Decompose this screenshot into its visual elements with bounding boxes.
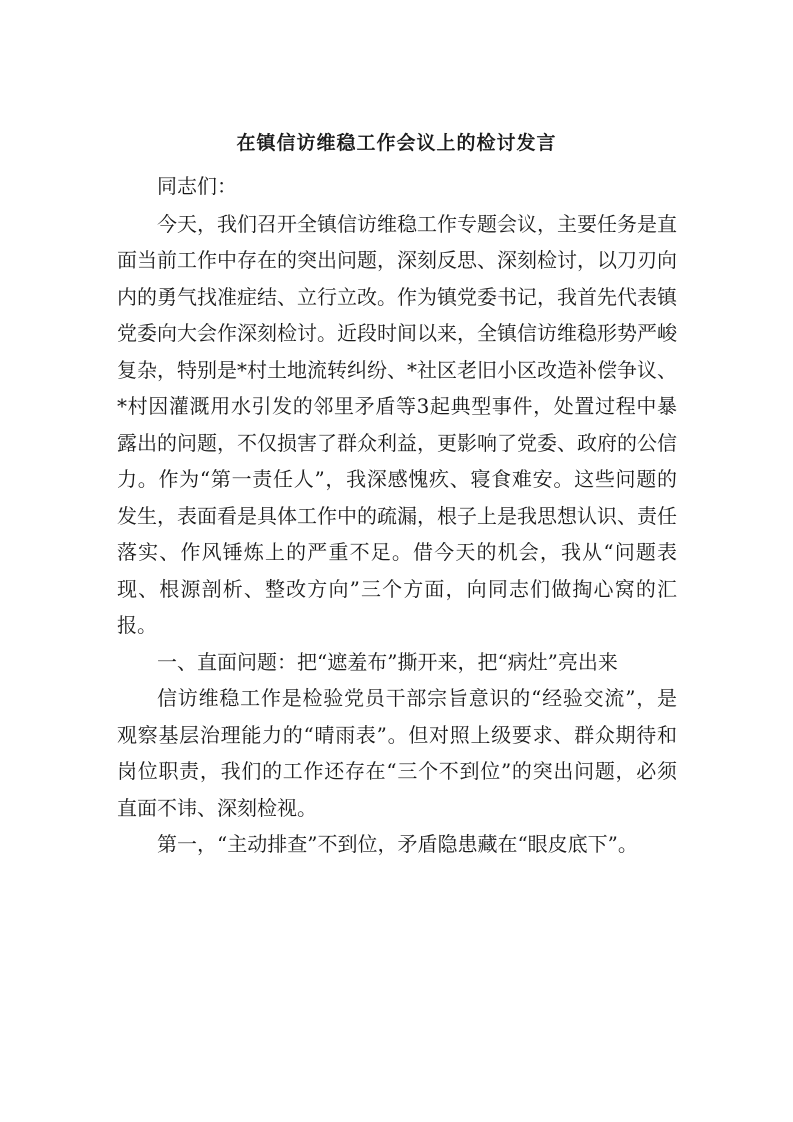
section-heading-1: 一、直面问题：把“遮羞布”撕开来，把“病灶”亮出来 (157, 649, 618, 674)
document-body (117, 168, 677, 863)
greeting: 同志们： (157, 174, 237, 198)
paragraph-point-1: 第一，“主动排查”不到位，矛盾隐患藏在“眼皮底下”。 (157, 832, 638, 856)
document-title: 在镇信访维稳工作会议上的检讨发言 (236, 132, 557, 154)
paragraph-section-1: 信访维稳工作是检验党员干部宗旨意识的“经验交流”，是观察基层治理能力的“晴雨表”。但对照上级要求、群众期待和岗位职责，我们的工作还存在“三个不到位”的突出问题，必须直面不讳、深刻检视。 (117, 686, 677, 820)
paragraph-intro: 今天，我们召开全镇信访维稳工作专题会议，主要任务是直面当前工作中存在的突出问题，深刻反思、深刻检讨，以刀刃向内的勇气找准症结、立行立改。作为镇党委书记，我首先代表镇党委向大会作深刻检讨。近段时间以来，全镇信访维稳形势严峻复杂，特别是*村土地流转纠纷、*社区老旧小区改造补偿争议、*村因灌溉用水引发的邻里矛盾等3起典型事件，处置过程中暴露出的问题，不仅损害了群众利益，更影响了党委、政府的公信力。作为“第一责任人”，我深感愧疚、寝食难安。这些问题的发生，表面看是具体工作中的疏漏，根子上是我思想认识、责任落实、作风锤炼上的严重不足。借今天的机会，我从“问题表现、根源剖析、整改方向”三个方面，向同志们做掏心窝的汇报。 (117, 211, 677, 637)
